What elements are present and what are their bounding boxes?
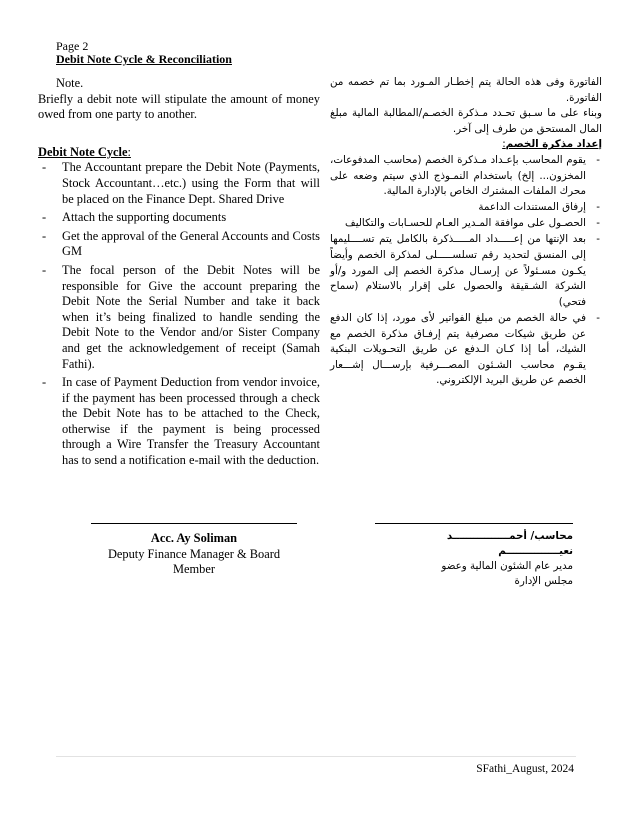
list-item: - The focal person of the Debit Notes will be responsible for Give the account preparing the Debit Note the Serial Number and take it back when it’s being finalized to handle sending the Debit Note to the Vendor and/or Sister Company and get the acknowledgement of receipt (Samah Fathi).: [38, 263, 320, 372]
list-item: - في حالة الخصم من مبلغ الفواتير لأى مورد، إذا كان الدفع عن طريق شيكات مصرفية يتم إرفـاق مذكرة الخصم مع الشيك، أما إذا كـان الـدفع عن طريق التحـويلات البنكية يقـوم محاسب الشـئون المصـــرفية بإرســـال إشـــعار الخصم عن طريق البريد الإلكتروني.: [330, 311, 602, 389]
list-item: - In case of Payment Deduction from vendor invoice, if the payment has been processed through a check the Debit Note has to be attached to the Check, otherwise if the payment is being processed through a Wire Transfer the Treasury Accountant has to send a notification e-mail with the deduction.: [38, 375, 320, 469]
arabic-column: [330, 75, 602, 389]
signature-line-left: [91, 523, 297, 524]
note-label: Note.: [56, 76, 84, 90]
signatory-name: Acc. Ay Soliman: [150, 531, 238, 545]
list-item: - Attach the supporting documents: [38, 210, 320, 226]
list-item: - The Accountant prepare the Debit Note (Payments, Stock Accountant…etc.) using the Form that will be placed on the Finance Dept. Shared Drive: [38, 160, 320, 207]
signatory-title-line-2: Member: [173, 562, 215, 577]
english-column: [38, 76, 320, 472]
list-item: - الحصـول على موافقة المـدير العـام للحسـابات والتكاليف: [330, 216, 602, 232]
footer-divider: [56, 756, 576, 757]
cycle-title: [38, 145, 320, 161]
signature-block-arabic: [385, 529, 573, 589]
arabic-intro-2: وبناء على ما سـبق تحـدد مـذكرة الخصـم/المطالبة المالية مبلغ المال المستحق من طرف إلى آخر.: [330, 107, 602, 135]
cycle-title-colon: :: [127, 144, 131, 159]
cycle-title-text: Debit Note Cycle: [38, 144, 128, 159]
signatory-title-line-1: Deputy Finance Manager & Board: [107, 546, 281, 561]
list-item: - إرفاق المستندات الداعمة: [330, 200, 602, 216]
list-item: - يقوم المحاسب بإعـداد مـذكرة الخصم (محاسب المدفوعات، المخزون... إلخ) باستخدام النمـوذج الذي سيتم وضعه على محرك الملفات المشترك الخاص بالإدارة المالية.: [330, 153, 602, 200]
intro-paragraph: Briefly a debit note will stipulate the amount of money owed from one party to another.: [38, 91, 320, 122]
cycle-steps-list: [38, 160, 320, 468]
arabic-cycle-title-colon: :: [502, 138, 506, 151]
page-number: Page 2: [56, 39, 89, 53]
signature-block-english: [80, 531, 308, 578]
arabic-intro-1: الفاتورة وفى هذه الحالة يتم إخطـار المـورد بما تم خصمه من الفاتورة.: [330, 76, 602, 104]
signature-line-right: [375, 523, 573, 524]
arabic-signatory-title-1: مدير عام الشئون المالية وعضو: [441, 560, 573, 572]
footer-text: SFathi_August, 2024: [476, 763, 574, 775]
arabic-signatory-name-1: محاسب/ أحمــــــــــــــــد: [446, 530, 573, 542]
list-item: - Get the approval of the General Accounts and Costs GM: [38, 229, 320, 260]
list-item: - بعد الإنتها من إعـــــداد المـــــذكرة بالكامل يتم تســــليمها إلى المنسق لتحديد رقم تسلســـــلى لمذكرة الخصم وأيضاً يكـون مسـئولاً عن إرسـال مذكرة الخصم إلى المورد و/أو الشركة الشـقيقة والحصول على إقرار بالاستلام (سماح فتحي): [330, 232, 602, 310]
section-title: Debit Note Cycle & Reconciliation: [56, 52, 232, 66]
arabic-steps-list: [330, 153, 602, 389]
arabic-cycle-title-text: إعداد مذكرة الخصم: [505, 138, 602, 151]
arabic-cycle-title: [330, 137, 602, 153]
arabic-signatory-title-2: مجلس الإدارة: [514, 575, 573, 587]
arabic-signatory-name-2: نعيـــــــــــــــم: [498, 545, 573, 557]
